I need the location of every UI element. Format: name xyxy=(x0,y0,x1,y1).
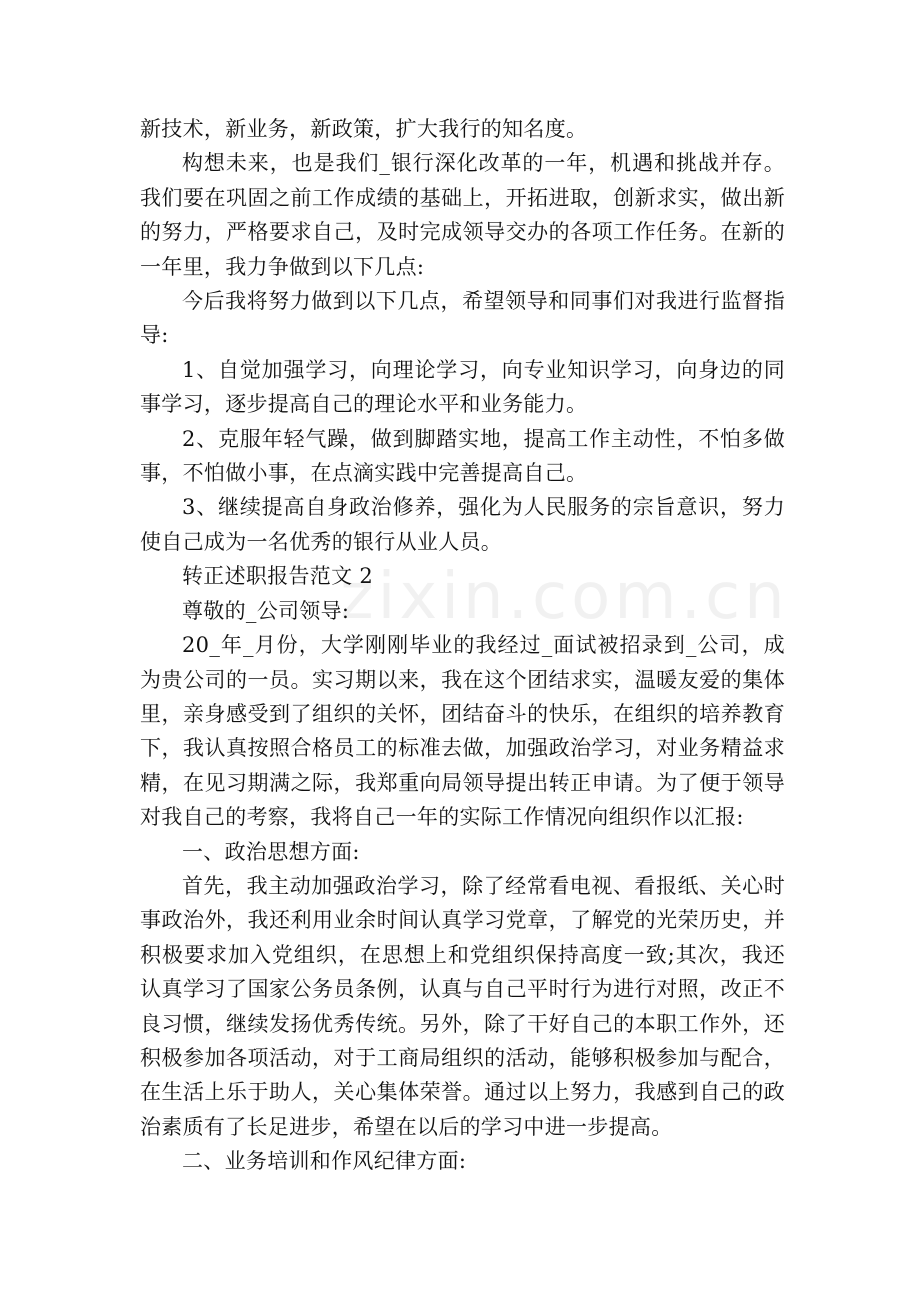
heading-politics: 一、政治思想方面: xyxy=(182,839,360,864)
paragraph-3: 今后我将努力做到以下几点，希望领导和同事们对我进行监督指导: xyxy=(140,289,785,348)
paragraph-politics: 首先，我主动加强政治学习，除了经常看电视、看报纸、关心时事政治外，我还利用业余时间认真学习党章，了解党的光荣历史，并积极要求加入党组织，在思想上和党组织保持高度一致;其次，我还认真学习了国家公务员条例，认真与自己平时行为进行对照，改正不良习惯，继续发扬优秀传统。另外，除了干好自己的本职工作外，还积极参加各项活动，对于工商局组织的活动，能够积极参加与配合，在生活上乐于助人，关心集体荣誉。通过以上努力，我感到自己的政治素质有了长足进步，希望在以后的学习中进一步提高。 xyxy=(140,873,785,1139)
paragraph-intro: 20_年_月份，大学刚刚毕业的我经过_面试被招录到_公司，成为贵公司的一员。实习期以来，我在这个团结求实，温暖友爱的集体里，亲身感受到了组织的关怀，团结奋斗的快乐，在组织的培养教育下，我认真按照合格员工的标准去做，加强政治学习，对业务精益求精，在见习期满之际，我郑重向局领导提出转正申请。为了便于领导对我自己的考察，我将自己一年的实际工作情况向组织作以汇报: xyxy=(140,633,785,830)
section-title: 转正述职报告范文 2 xyxy=(182,564,374,589)
list-item-3: 3、继续提高自身政治修养，强化为人民服务的宗旨意识，努力使自己成为一名优秀的银行从业人员。 xyxy=(140,495,785,554)
list-item-2: 2、克服年轻气躁，做到脚踏实地，提高工作主动性，不怕多做事，不怕做小事，在点滴实践中完善提高自己。 xyxy=(140,426,785,486)
heading-training: 二、业务培训和作风纪律方面: xyxy=(182,1149,467,1174)
paragraph-2: 构想未来，也是我们_银行深化改革的一年，机遇和挑战并存。我们要在巩固之前工作成绩的基础上，开拓进取，创新求实，做出新的努力，严格要求自己，及时完成领导交办的各项工作任务。在新的一年里，我力争做到以下几点: xyxy=(140,151,785,279)
salutation: 尊敬的_公司领导: xyxy=(182,598,350,623)
list-item-1: 1、自觉加强学习，向理论学习，向专业知识学习，向身边的同事学习，逐步提高自己的理论水平和业务能力。 xyxy=(140,357,785,417)
watermark: zixin.com.cn xyxy=(340,560,789,634)
document-body xyxy=(140,112,785,1179)
paragraph-1: 新技术，新业务，新政策，扩大我行的知名度。 xyxy=(140,117,588,141)
